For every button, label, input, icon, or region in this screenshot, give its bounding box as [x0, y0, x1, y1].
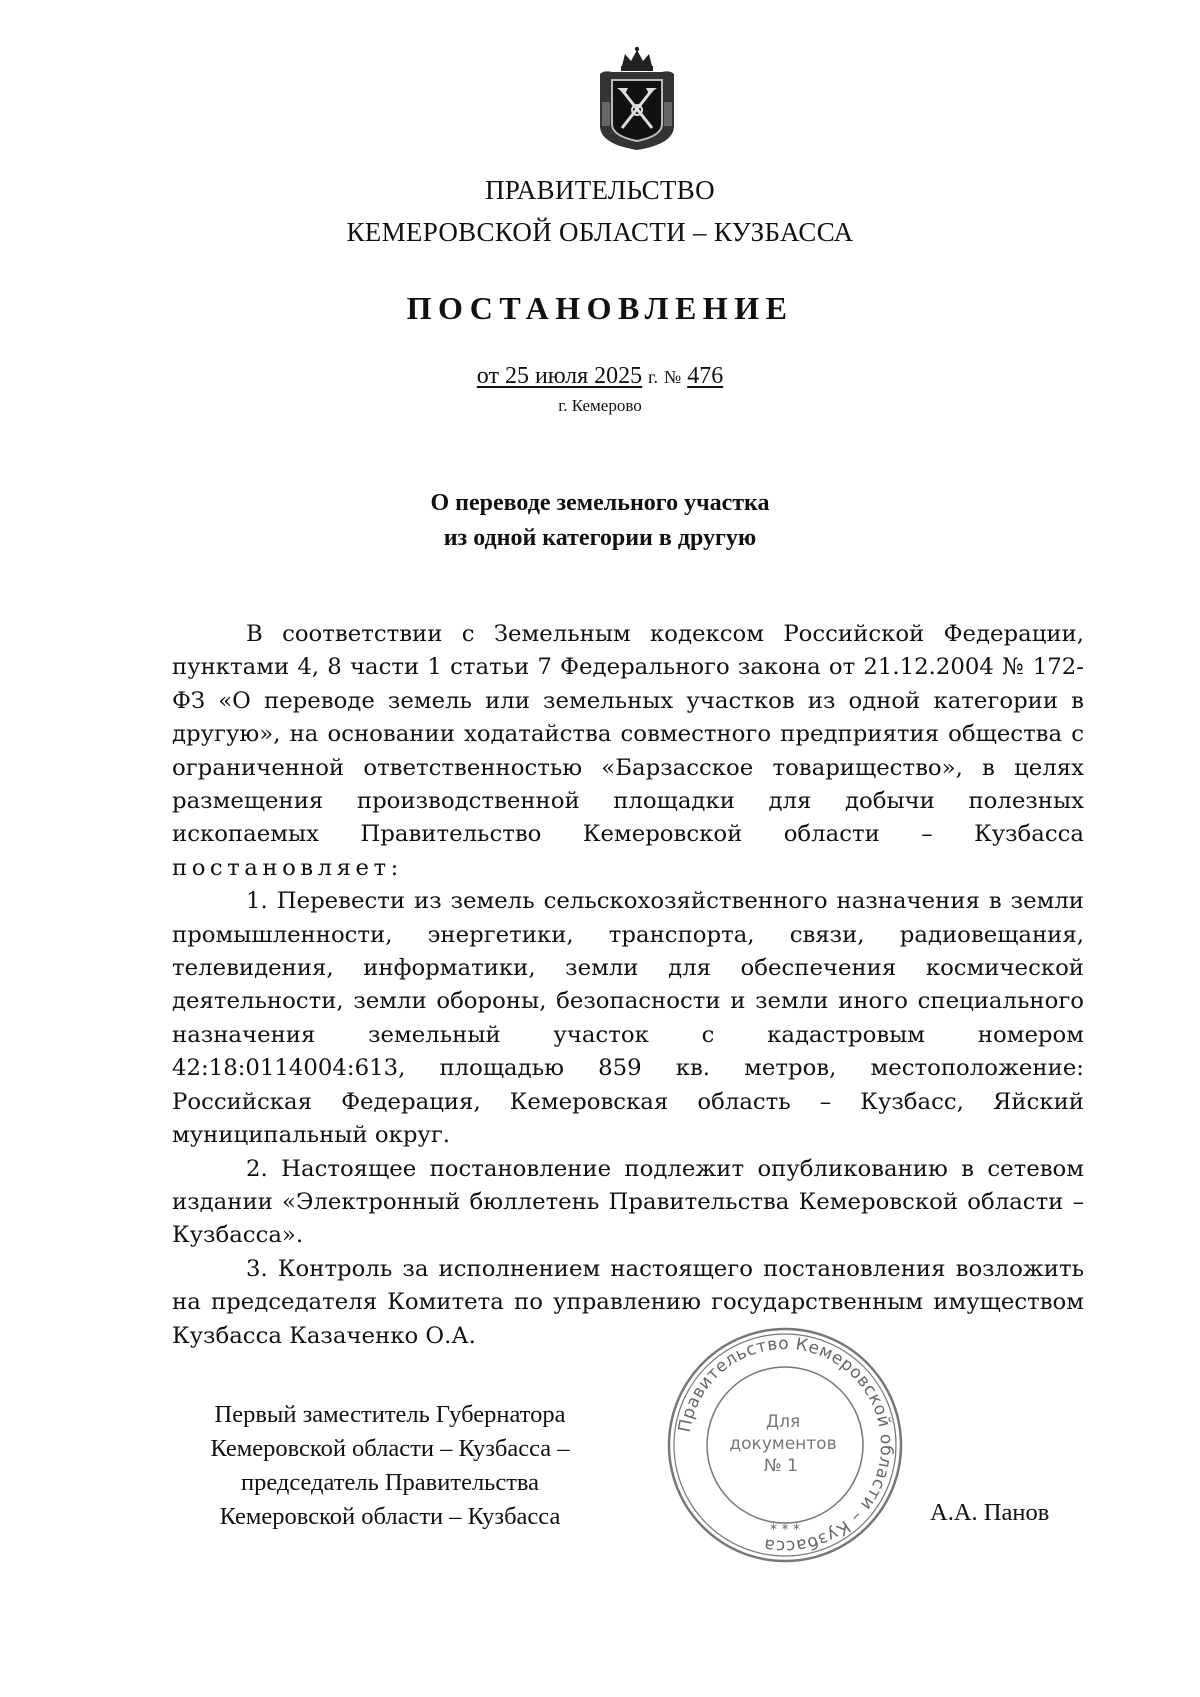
clause-3: 3. Контроль за исполнением настоящего постановления возложить на председателя Комитета по управлению государственным имуществом Кузбасса Казаченко О.А. — [172, 1255, 1084, 1349]
signer-name: А.А. Панов — [930, 1499, 1050, 1526]
clause-1: 1. Перевести из земель сельскохозяйственного назначения в земли промышленности, энергетики, транспорта, связи, радиовещания, телевидения, информатики, земли для обеспечения космической деятельности, земли обороны, безопасности и земли иного специального назначения земельный участок с кадастровым номером 42:18:0114004:613, площадью 859 кв. метров, местоположение: Российская Федерация, Кемеровская область – Кузбасс, Яйский муниципальный округ. — [172, 888, 1084, 1149]
stamp-center-line2: документов — [729, 1434, 837, 1454]
document-title-line1: О переводе земельного участка — [430, 490, 770, 516]
document-number: 476 — [687, 363, 724, 389]
signer-position-line: Кемеровской области – Кузбасса — [219, 1503, 561, 1530]
kuzbass-coat-of-arms-icon — [592, 44, 682, 154]
year-suffix: г. — [648, 367, 659, 387]
document-body — [172, 618, 1084, 1353]
document-type: ПОСТАНОВЛЕНИЕ — [406, 290, 794, 326]
stamp-center-line3: № 1 — [764, 1456, 798, 1476]
official-stamp — [665, 1325, 905, 1565]
signer-position-line: председатель Правительства — [240, 1469, 540, 1496]
stamp-stars: * * * — [770, 1522, 800, 1538]
government-name-line2: КЕМЕРОВСКОЙ ОБЛАСТИ – КУЗБАССА — [346, 217, 854, 247]
preamble-text: В соответствии с Земельным кодексом Российской Федерации, пунктами 4, 8 части 1 статьи 7 Федерального закона от 21.12.2004 № 172-ФЗ «О переводе земель или земельных участков из одной категории в другую», на основании ходатайства совместного предприятия общества с ограниченной ответственностью «Барзасское товарищество», в целях размещения производственной площадки для добычи полезных ископаемых Правительство Кемеровской области – Кузбасса — [172, 621, 1084, 848]
date-prefix: от — [476, 363, 499, 389]
government-name-line1: ПРАВИТЕЛЬСТВО — [485, 175, 715, 205]
document-title-line2: из одной категории в другую — [443, 525, 757, 551]
preamble — [172, 618, 1084, 885]
document-date: 25 июля 2025 — [504, 363, 643, 389]
clause-2: 2. Настоящее постановление подлежит опубликованию в сетевом издании «Электронный бюллетень Правительства Кемеровской области – Кузбасса». — [172, 1155, 1084, 1249]
signer-position — [160, 1398, 620, 1534]
resolves-word: постановляет: — [172, 854, 403, 881]
number-sign: № — [664, 367, 682, 387]
stamp-ring-text: Правительство Кемеровской области – Кузбасса — [674, 1333, 897, 1557]
signer-position-line: Первый заместитель Губернатора — [214, 1401, 566, 1428]
date-number-line — [0, 363, 1200, 390]
signer-position-line: Кемеровской области – Кузбасса – — [210, 1435, 570, 1462]
stamp-center-line1: Для — [765, 1412, 801, 1432]
city: г. Кемерово — [558, 396, 642, 415]
